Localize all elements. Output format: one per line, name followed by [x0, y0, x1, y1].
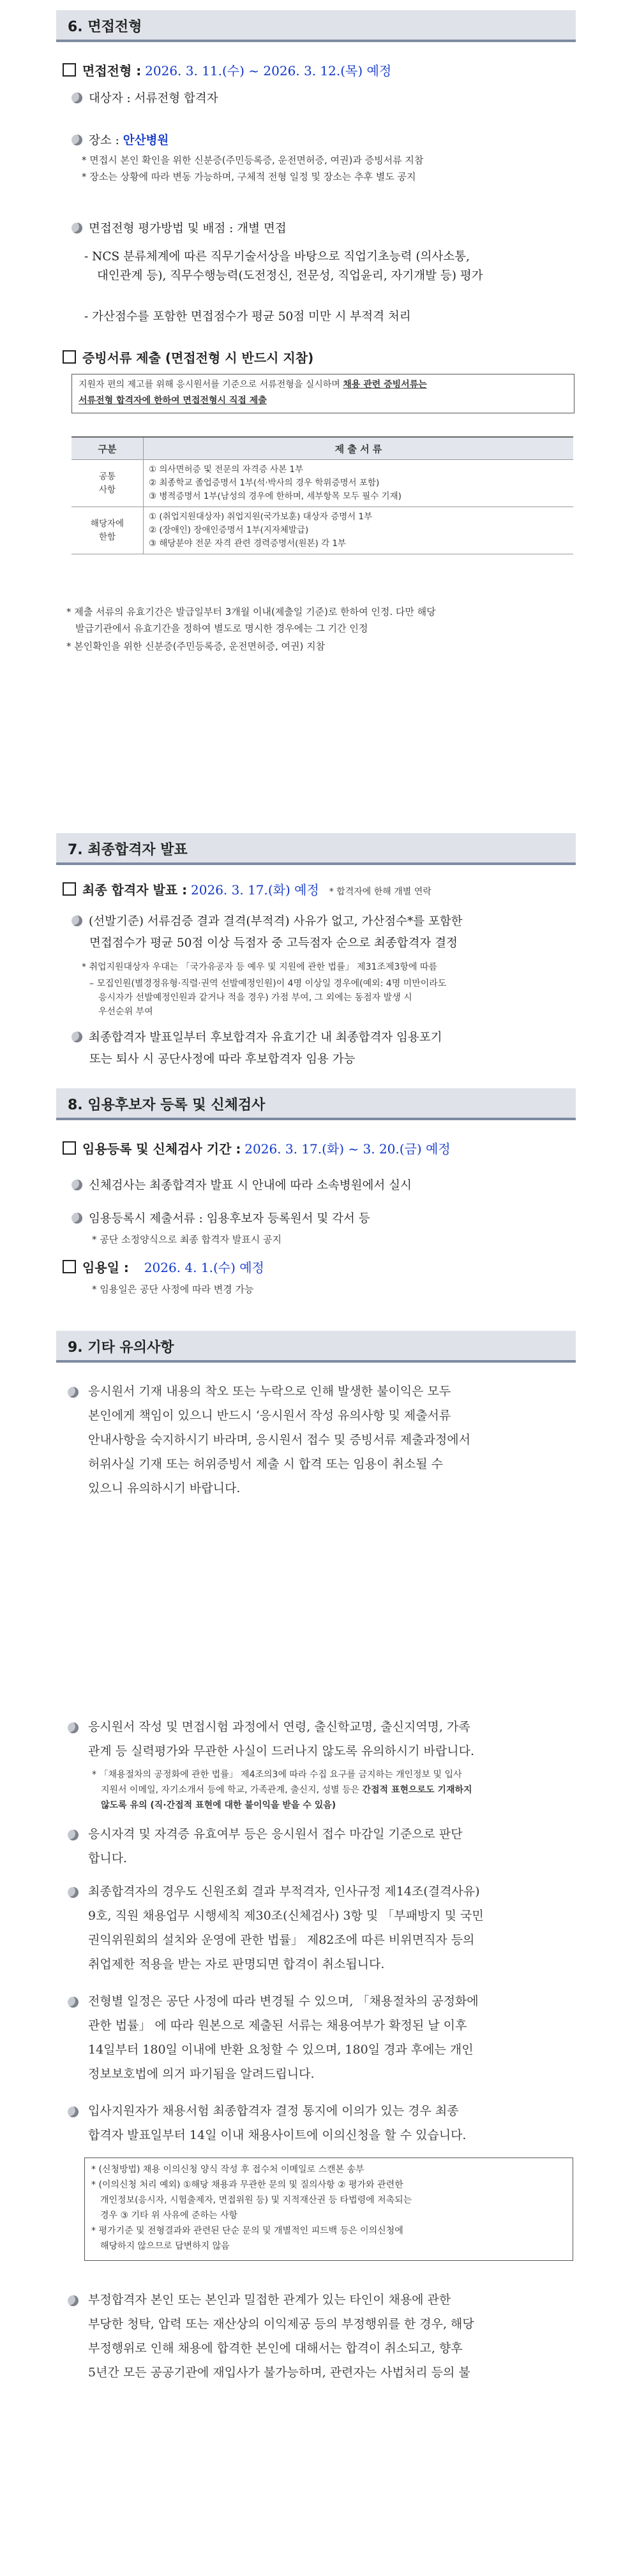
- row-label-applicable-text: 해당자에 한함: [90, 518, 124, 542]
- notice-4-line: 9호, 직원 채용업무 시행세칙 제30조(신체검사) 3항 및 「부패방지 및 국민: [88, 1909, 484, 1923]
- notice-2-note-2: [101, 1784, 472, 1797]
- checkbox-square-icon: [63, 882, 76, 896]
- section-8-title: 8. 임용후보자 등록 및 신체검사: [68, 1097, 266, 1113]
- appointment-label: 임용일 :: [82, 1260, 129, 1275]
- ncs-line-2: 대인관계 등), 직무수행능력(도전정신, 전문성, 직업윤리, 자기개발 등) 평가: [97, 269, 483, 283]
- final-value: 2026. 3. 17.(화) 예정: [191, 882, 319, 898]
- interview-eval: [71, 221, 287, 237]
- notice-1-line: 있으니 유의하시기 바랍니다.: [88, 1481, 241, 1495]
- docs-info-text-1b: 채용 관련 증빙서류는: [343, 380, 427, 390]
- notice-1-line: 본인에게 책임이 있으니 반드시 ‘응시원서 작성 유의사항 및 제출서류: [88, 1409, 451, 1423]
- registration-docs-text: 임용등록시 제출서류 : 임용후보자 등록원서 및 각서 등: [89, 1212, 370, 1225]
- notice-6-line: 합격자 발표일부터 14일 이내 채용사이트에 이의신청을 할 수 있습니다.: [88, 2128, 467, 2142]
- circle-bullet-icon: [71, 1213, 82, 1224]
- place-note-2: * 장소는 상황에 따라 변동 가능하며, 구체적 전형 일정 및 장소는 추후 별도 공지: [82, 171, 416, 182]
- circle-bullet-icon: [68, 1830, 79, 1840]
- table-note-1: * 제출 서류의 유효기간은 발급일부터 3개월 이내(제출일 기준)로 한하여 인정. 다만 해당: [66, 606, 436, 618]
- section-7-header: [56, 833, 576, 865]
- notice-5-line: 정보보호법에 의거 파기됨을 알려드립니다.: [88, 2067, 315, 2081]
- notice-4-line: 권익위원회의 설치와 운영에 관한 법률」 제82조에 따른 비위면직자 등의: [88, 1933, 475, 1947]
- registration-period: [63, 1141, 451, 1158]
- circle-bullet-icon: [68, 2295, 79, 2306]
- objection-line: * (신청방법) 채용 이의신청 양식 작성 후 접수처 이메일로 스캔본 송부: [91, 2165, 364, 2175]
- notice-1-line: 안내사항을 숙지하시기 바라며, 응시원서 접수 및 증빙서류 제출과정에서: [88, 1433, 470, 1447]
- table-note-2: 발급기관에서 유효기간을 정하여 별도로 명시한 경우에는 그 기간 인정: [75, 623, 368, 634]
- objection-line: 경우 ③ 기타 위 사유에 준하는 사항: [100, 2210, 238, 2221]
- objection-box: [84, 2158, 573, 2261]
- doc-item: ② (장애인) 장애인증명서 1부(지자체발급): [149, 525, 309, 535]
- circle-bullet-icon: [68, 1722, 79, 1733]
- circle-bullet-icon: [71, 1032, 82, 1042]
- notice-3-line: 합니다.: [88, 1851, 128, 1865]
- doc-item: ③ 병적증명서 1부(남성의 경우에 한하며, 세부항목 모두 필수 기재): [149, 491, 402, 501]
- row-docs-common: [144, 460, 574, 507]
- place-note-1: * 면접시 본인 확인을 위한 신분증(주민등록증, 운전면허증, 여권)과 증빙서류 지참: [82, 154, 424, 166]
- checkup-text: 신체검사는 최종합격자 발표 시 안내에 따라 소속병원에서 실시: [89, 1179, 412, 1192]
- final-value-note: * 합격자에 한해 개별 연락: [329, 887, 432, 897]
- docs-table: [71, 436, 573, 554]
- registration-value: 2026. 3. 17.(화) ~ 3. 20.(금) 예정: [244, 1141, 451, 1157]
- place-label: 장소 :: [89, 134, 119, 147]
- checkbox-square-icon: [63, 1141, 76, 1155]
- notice-2-line: 관계 등 실력평가와 무관한 사실이 드러나지 않도록 유의하시기 바랍니다.: [88, 1744, 474, 1758]
- row-label-common-text: 공통 사항: [98, 471, 116, 495]
- table-header: [71, 437, 573, 460]
- ncs-line-1: - NCS 분류체계에 따른 직무기술서상을 바탕으로 직업기초능력 (의사소통,: [84, 250, 470, 263]
- registration-docs: [71, 1211, 370, 1227]
- interview-schedule: [63, 63, 391, 80]
- notice-1-line: 응시원서 기재 내용의 착오 또는 누락으로 인해 발생한 불이익은 모두: [88, 1384, 451, 1398]
- veteran-note-2: – 모집인원(별경정유형·직렬·권역 선발예정인원)이 4명 이상일 경우에(예외: 4명 미만이라도: [89, 979, 447, 989]
- table-header-docs: 제 출 서 류: [144, 437, 574, 460]
- row-label-common: [71, 460, 144, 507]
- selection-criteria: [71, 914, 463, 930]
- section-9-title: 9. 기타 유의사항: [68, 1340, 174, 1356]
- notice-2-note-2a: 지원서 이메일, 자기소개서 등에 학교, 가족관계, 출신지, 성별 등은: [101, 1785, 360, 1795]
- row-docs-applicable: [144, 507, 574, 554]
- circle-bullet-icon: [71, 223, 82, 233]
- doc-item: ③ 해당분야 전문 자격 관련 경력증명서(원본) 각 1부: [149, 538, 347, 549]
- doc-item: ② 최종학교 졸업증명서 1부(석⋅박사의 경우 학위증명서 포함): [149, 478, 380, 488]
- row-label-applicable: [71, 507, 144, 554]
- interview-schedule-label: 면접전형 :: [82, 63, 142, 78]
- appointment-date: [63, 1259, 264, 1277]
- section-9-header: [56, 1331, 576, 1363]
- appointment-note: * 임용일은 공단 사정에 따라 변경 가능: [92, 1284, 254, 1295]
- docs-info-line-1: [79, 378, 427, 392]
- notice-1-line: 허위사실 기재 또는 허위증빙서 제출 시 합격 또는 임용이 취소될 수: [88, 1457, 443, 1471]
- checkup-info: [71, 1178, 412, 1194]
- circle-bullet-icon: [68, 1887, 79, 1898]
- registration-label: 임용등록 및 신체검사 기간 :: [82, 1141, 241, 1157]
- circle-bullet-icon: [68, 2106, 79, 2117]
- objection-line: 개인정보(응시자, 시험출제자, 면접위원 등) 및 지적재산권 등 타법령에 저촉되는: [100, 2195, 412, 2205]
- circle-bullet-icon: [68, 1387, 79, 1398]
- doc-item: ① (취업지원대상자) 취업지원(국가보훈) 대상자 증명서 1부: [149, 512, 373, 522]
- backup-text-1: 최종합격자 발표일부터 후보합격자 유효기간 내 최종합격자 임용포기: [89, 1031, 442, 1044]
- appointment-value: 2026. 4. 1.(수) 예정: [144, 1260, 264, 1275]
- objection-line: 해당하지 않으므로 답변하지 않음: [100, 2241, 230, 2251]
- interview-schedule-value: 2026. 3. 11.(수) ~ 2026. 3. 12.(목) 예정: [145, 63, 392, 78]
- table-header-category: 구분: [71, 437, 144, 460]
- notice-7-line: 5년간 모든 공공기관에 재입사가 불가능하며, 관련자는 사법처리 등의 불: [88, 2365, 470, 2380]
- notice-5-line: 전형별 일정은 공단 사정에 따라 변경될 수 있으며, 「채용절차의 공정화에: [88, 1994, 479, 2008]
- interview-target: [71, 91, 218, 107]
- interview-target-text: 대상자 : 서류전형 합격자: [89, 92, 218, 105]
- table-note-3: * 본인확인을 위한 신분증(주민등록증, 운전면허증, 여권) 지참: [66, 640, 326, 652]
- table-row: [71, 460, 573, 507]
- docs-info-line-2: 서류전형 합격자에 한하여 면접전형시 직접 제출: [79, 396, 267, 406]
- selection-text-2: 면접점수가 평균 50점 이상 득점자 중 고득점자 순으로 최종합격자 결정: [89, 936, 458, 950]
- notice-2-line: 응시원서 작성 및 면접시험 과정에서 연령, 출신학교명, 출신지역명, 가족: [88, 1720, 470, 1734]
- notice-3-line: 응시자격 및 자격증 유효여부 등은 응시원서 접수 마감일 기준으로 판단: [88, 1827, 463, 1841]
- place-value: 안산병원: [123, 134, 169, 147]
- checkbox-square-icon: [63, 350, 76, 364]
- notice-5-line: 관한 법률」 에 따라 원본으로 제출된 서류는 채용여부가 확정된 날 이후: [88, 2018, 467, 2032]
- backup-text-2: 또는 퇴사 시 공단사정에 따라 후보합격자 임용 가능: [89, 1053, 356, 1066]
- interview-place: [71, 133, 169, 149]
- notice-7-line: 부정합격자 본인 또는 본인과 밀접한 관계가 있는 타인이 채용에 관한: [88, 2293, 451, 2307]
- objection-line: * 평가기준 및 전형결과와 관련된 단순 문의 및 개별적인 피드백 등은 이의신청에: [91, 2226, 403, 2236]
- veteran-note-1: * 취업지원대상자 우대는 「국가유공자 등 예우 및 지원에 관한 법률」 제31조제3항에 따름: [82, 962, 437, 972]
- notice-6-line: 입사지원자가 채용서험 최종합격자 결정 통지에 이의가 있는 경우 최종: [88, 2104, 459, 2118]
- section-7-title: 7. 최종합격자 발표: [68, 842, 188, 858]
- notice-7-line: 부당한 청탁, 압력 또는 재산상의 이익제공 등의 부정행위를 한 경우, 해당: [88, 2317, 474, 2331]
- objection-line: * (이의신청 처리 예외) ①해당 채용과 무관한 문의 및 질의사항 ② 평가와 관련한: [91, 2180, 403, 2190]
- section-6-title: 6. 면접전형: [68, 19, 142, 35]
- circle-bullet-icon: [68, 1997, 79, 2008]
- section-6-header: [56, 10, 576, 42]
- selection-text-1: (선발기준) 서류검증 결과 결격(부적격) 사유가 없고, 가산점수*를 포함한: [89, 915, 463, 928]
- section-8-header: [56, 1088, 576, 1120]
- circle-bullet-icon: [71, 93, 82, 103]
- notice-2-note-3: 않도록 유의 (직⋅간접적 표현에 대한 불이익을 받을 수 있음): [101, 1800, 336, 1810]
- score-line: - 가산점수를 포함한 면접점수가 평균 50점 미만 시 부적격 처리: [84, 310, 411, 323]
- notice-2-note-2b: 간접적 표현으로도 기재하지: [362, 1785, 472, 1795]
- docs-info-box: [71, 374, 574, 413]
- circle-bullet-icon: [71, 1180, 82, 1190]
- table-row: [71, 507, 573, 554]
- notice-2-note-1: * 「채용절차의 공정화에 관한 법률」 제4조의3에 따라 수집 요구를 금지하는 개인정보 및 입사: [92, 1770, 462, 1780]
- backup-candidate: [71, 1030, 442, 1046]
- doc-item: ① 의사면허증 및 전문의 자격증 사본 1부: [149, 464, 304, 475]
- eval-text: 면접전형 평가방법 및 배점 : 개별 면접: [89, 222, 287, 235]
- veteran-note-3: 응시자가 선발예정인원과 같거나 적을 경우) 가점 부여, 그 외에는 동점자 발생 시: [98, 993, 412, 1003]
- notice-4-line: 취업제한 적용을 받는 자로 판명되면 합격이 취소됩니다.: [88, 1957, 385, 1971]
- final-announcement: [63, 882, 432, 900]
- notice-7-line: 부정행위로 인해 채용에 합격한 본인에 대해서는 합격이 취소되고, 향후: [88, 2341, 463, 2355]
- docs-info-text-1a: 지원자 편의 제고를 위해 응시원서를 기준으로 서류전형을 실시하며: [79, 380, 340, 390]
- docs-title-text: 증빙서류 제출 (면접전형 시 반드시 지참): [82, 350, 314, 366]
- checkbox-square-icon: [63, 63, 76, 77]
- registration-docs-note: * 공단 소정양식으로 최종 합격자 발표시 공지: [92, 1234, 281, 1245]
- docs-title: [63, 350, 313, 367]
- final-label: 최종 합격자 발표 :: [82, 882, 188, 898]
- circle-bullet-icon: [71, 915, 82, 926]
- checkbox-square-icon: [63, 1260, 76, 1273]
- circle-bullet-icon: [71, 135, 82, 145]
- notice-4-line: 최종합격자의 경우도 신원조회 결과 부적격자, 인사규정 제14조(결격사유): [88, 1884, 480, 1899]
- veteran-note-4: 우선순위 부여: [98, 1007, 153, 1017]
- notice-5-line: 14일부터 180일 이내에 반환 요청할 수 있으며, 180일 경과 후에는 개인: [88, 2043, 474, 2057]
